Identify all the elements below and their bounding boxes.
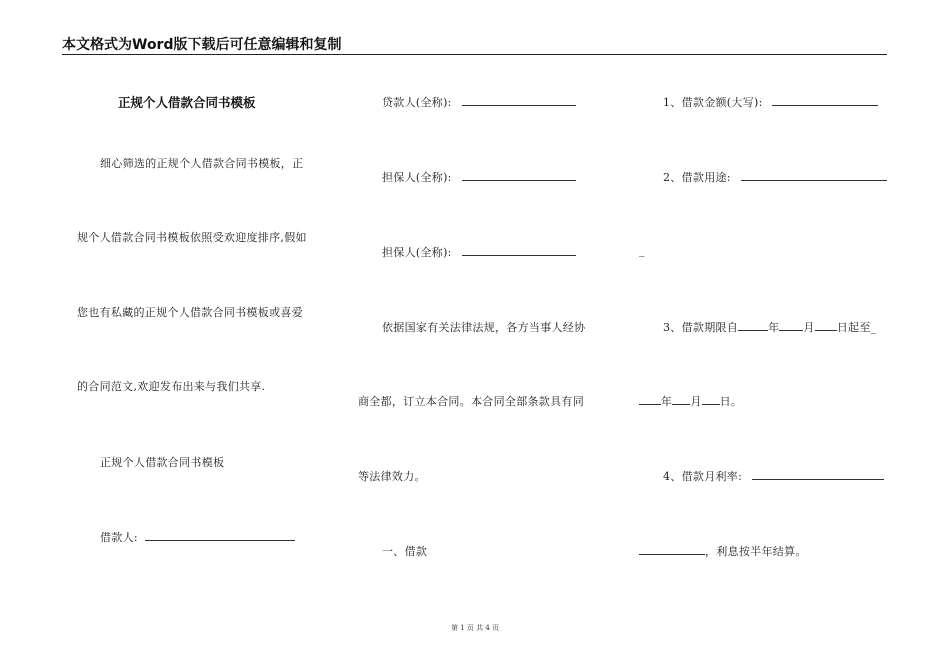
loan-term-prefix: 3、借款期限自 — [663, 321, 739, 334]
interest-rate-field — [663, 468, 884, 484]
guarantor1-label: 担保人(全称): — [382, 171, 452, 184]
loan-amount-blank — [772, 94, 878, 106]
lender-label: 贷款人(全称): — [382, 96, 452, 109]
term-start-day-label: 日起至 — [836, 321, 871, 334]
term-tail-mark: _ — [870, 321, 877, 334]
lender-blank — [462, 94, 576, 106]
guarantor1-blank — [462, 169, 576, 181]
page-footer: 第 1 页 共 4 页 — [450, 624, 500, 632]
document-title: 正规个人借款合同书模板 — [118, 95, 256, 110]
stray-underscore: _ — [639, 244, 645, 257]
borrower-blank — [145, 529, 295, 541]
header-divider — [62, 54, 887, 55]
intro-line-4: 的合同范文,欢迎发布出来与我们共享. — [77, 380, 266, 393]
interest-settlement-text: ，利息按半年结算。 — [705, 545, 807, 558]
term-end-day-label: 日。 — [719, 395, 743, 408]
loan-amount-label: 1、借款金额(大写): — [663, 96, 763, 109]
loan-purpose-blank — [741, 169, 887, 181]
paragraph-line-1: 依据国家有关法律法规，各方当事人经协 — [382, 321, 586, 334]
guarantor2-field — [382, 244, 576, 260]
document-header: 本文格式为Word版下载后可任意编辑和复制 — [62, 37, 342, 53]
borrower-label: 借款人: — [100, 531, 138, 544]
term-start-month-blank — [779, 319, 803, 331]
loan-amount-field — [663, 94, 878, 110]
interest-rate-blank — [752, 468, 884, 480]
term-start-year-label: 年 — [768, 321, 780, 334]
subtitle: 正规个人借款合同书模板 — [100, 456, 225, 469]
guarantor2-blank — [462, 244, 576, 256]
term-start-month-label: 月 — [803, 321, 815, 334]
loan-term-end-field — [639, 393, 742, 409]
paragraph-line-3: 等法律效力。 — [358, 470, 426, 483]
section-heading-1: 一、借款 — [382, 545, 428, 558]
loan-term-field — [663, 319, 876, 335]
borrower-field — [100, 529, 295, 545]
term-end-month-label: 月 — [690, 395, 702, 408]
term-end-day-blank — [702, 393, 720, 405]
paragraph-line-2: 商全都，订立本合同。本合同全部条款具有同 — [358, 395, 584, 408]
guarantor1-field — [382, 169, 576, 185]
lender-field — [382, 94, 576, 110]
interest-rate-label: 4、借款月利率: — [663, 470, 743, 483]
intro-line-1: 细心筛选的正规个人借款合同书模板，正 — [100, 157, 304, 170]
term-start-year-blank — [738, 319, 768, 331]
interest-settlement-blank — [639, 543, 705, 555]
term-end-month-blank — [672, 393, 690, 405]
term-start-day-blank — [815, 319, 837, 331]
intro-line-3: 您也有私藏的正规个人借款合同书模板或喜爱 — [77, 306, 303, 319]
intro-line-2: 规个人借款合同书模板依照受欢迎度排序,假如 — [77, 231, 307, 244]
term-end-year-blank — [639, 393, 661, 405]
loan-purpose-field — [663, 169, 887, 185]
term-end-year-label: 年 — [661, 395, 673, 408]
loan-purpose-label: 2、借款用途: — [663, 171, 731, 184]
interest-settlement-field — [639, 543, 807, 559]
guarantor2-label: 担保人(全称): — [382, 246, 452, 259]
